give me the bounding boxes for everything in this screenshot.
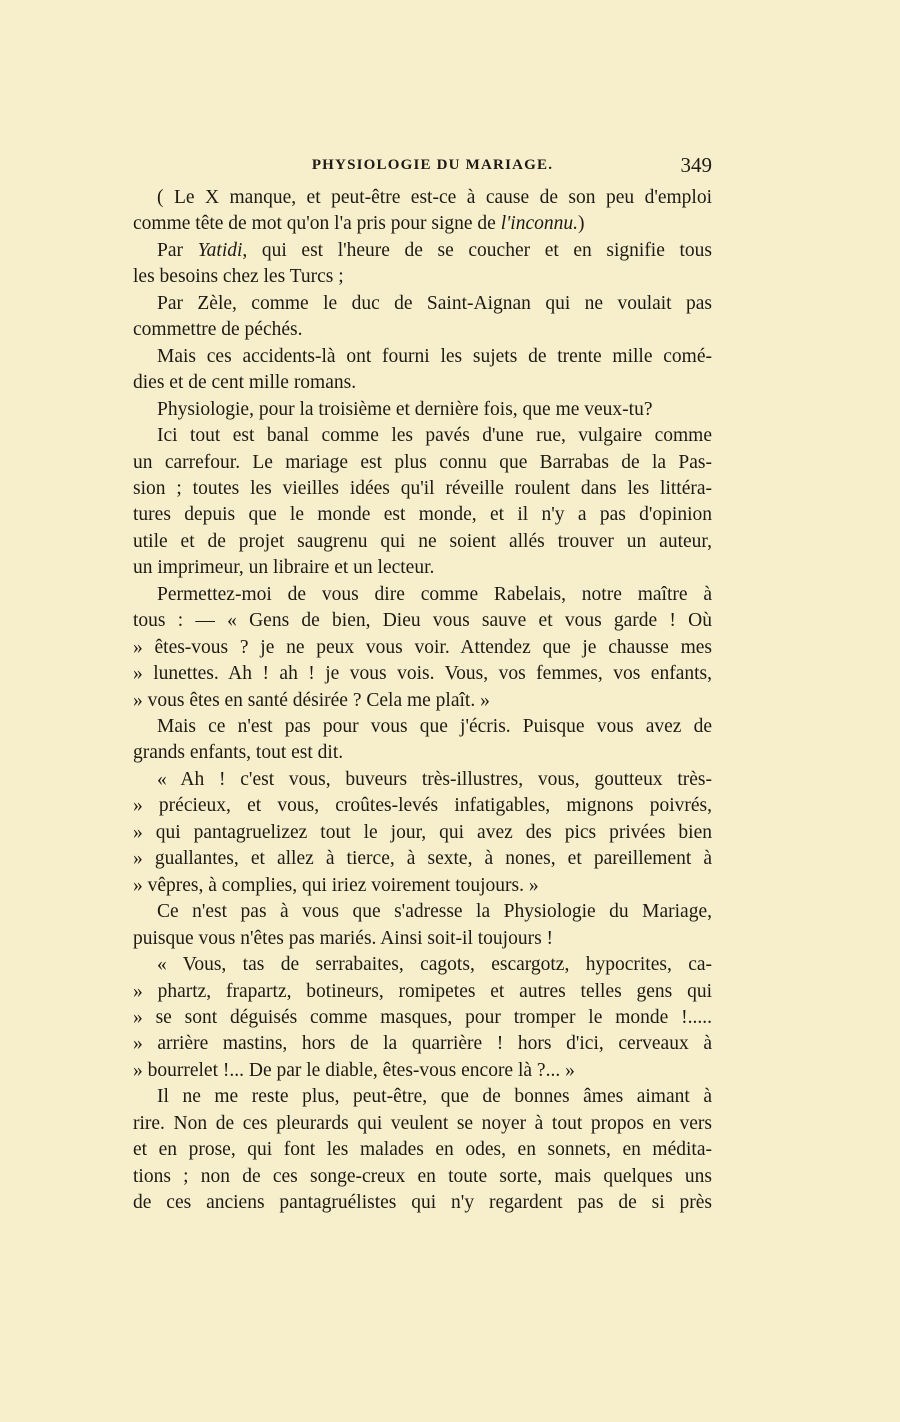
text-line: rire. Non de ces pleurards qui veulent se noyer à tout propos en vers: [133, 1112, 712, 1134]
text-line: ( Le X manque, et peut-être est-ce à cause de son peu d'emploi: [157, 187, 712, 208]
text-line: Par Zèle, comme le duc de Saint-Aignan qui ne voulait pas: [157, 292, 712, 314]
text-line: et en prose, qui font les malades en odes, en sonnets, en médita-: [133, 1139, 712, 1161]
text-line: « Vous, tas de serrabaites, cagots, escargotz, hypocrites, ca-: [157, 954, 712, 976]
running-title: PHYSIOLOGIE DU MARIAGE.: [311, 157, 554, 173]
text-line: Mais ce n'est pas pour vous que j'écris. Puisque vous avez de: [157, 716, 712, 737]
text-line: » lunettes. Ah ! ah ! je vous vois. Vous, vos femmes, vos enfants,: [133, 663, 712, 685]
text-segment: comme tête de mot qu'on l'a pris pour signe de: [133, 213, 501, 235]
text-line: » bourrelet !... De par le diable, êtes-vous encore là ?... »: [133, 1059, 575, 1081]
text-line: tous : — « Gens de bien, Dieu vous sauve et vous garde ! Où: [133, 610, 712, 632]
text-line: » êtes-vous ? je ne peux vous voir. Attendez que je chausse mes: [133, 636, 712, 658]
text-segment: , qui est l'heure de se coucher et en signifie tous: [242, 239, 712, 261]
text-line: » vêpres, à complies, qui iriez voirement toujours. »: [133, 874, 539, 896]
text-line: » arrière mastins, hors de la quarrière ! hors d'ici, cerveaux à: [133, 1033, 712, 1055]
text-line: de ces anciens pantagruélistes qui n'y regardent pas de si près: [133, 1192, 712, 1214]
text-line: « Ah ! c'est vous, buveurs très-illustres, vous, goutteux très-: [157, 768, 712, 790]
text-line: utile et de projet saugrenu qui ne soient allés trouver un auteur,: [133, 530, 712, 552]
text-line: Physiologie, pour la troisième et dernière fois, que me veux-tu?: [157, 398, 653, 420]
text-line: les besoins chez les Turcs ;: [133, 266, 344, 288]
text-line: sion ; toutes les vieilles idées qu'il réveille roulent dans les littéra-: [133, 477, 712, 499]
text-line: commettre de péchés.: [133, 319, 303, 341]
text-line: [157, 238, 712, 264]
text-line: Ici tout est banal comme les pavés d'une rue, vulgaire comme: [157, 425, 712, 447]
text-line: Permettez-moi de vous dire comme Rabelais, notre maître à: [157, 583, 712, 605]
text-line: » phartz, frapartz, botineurs, romipetes et autres telles gens qui: [133, 980, 712, 1002]
text-line: dies et de cent mille romans.: [133, 372, 357, 394]
italic-text: l'inconnu.: [500, 213, 578, 235]
text-line: Mais ces accidents-là ont fourni les sujets de trente mille comé-: [157, 345, 712, 367]
text-line: un imprimeur, un libraire et un lecteur.: [133, 557, 435, 579]
text-segment: Par: [157, 239, 198, 261]
text-line: » se sont déguisés comme masques, pour tromper le monde !.....: [133, 1006, 712, 1028]
text-line: » vous êtes en santé désirée ? Cela me plaît. »: [133, 689, 490, 711]
text-line: » précieux, et vous, croûtes-levés infatigables, mignons poivrés,: [133, 795, 712, 817]
text-line: [133, 211, 712, 237]
text-line: tions ; non de ces songe-creux en toute sorte, mais quelques uns: [133, 1165, 712, 1187]
text-line: puisque vous n'êtes pas mariés. Ainsi soit-il toujours !: [133, 927, 554, 949]
text-line: grands enfants, tout est dit.: [133, 742, 344, 764]
page-header: [133, 153, 712, 179]
text-line: tures depuis que le monde est monde, et il n'y a pas d'opinion: [133, 504, 712, 526]
text-line: » qui pantagruelizez tout le jour, qui avez des pics privées bien: [133, 821, 712, 843]
text-segment: ): [578, 213, 585, 235]
text-line: Ce n'est pas à vous que s'adresse la Physiologie du Mariage,: [157, 901, 712, 923]
page-number: 349: [680, 153, 712, 177]
italic-text: Yatidi: [197, 239, 243, 261]
text-line: Il ne me reste plus, peut-être, que de bonnes âmes aimant à: [157, 1086, 712, 1108]
text-line: » guallantes, et allez à tierce, à sexte, à nones, et pareillement à: [133, 848, 712, 870]
text-line: un carrefour. Le mariage est plus connu que Barrabas de la Pas-: [133, 451, 712, 473]
